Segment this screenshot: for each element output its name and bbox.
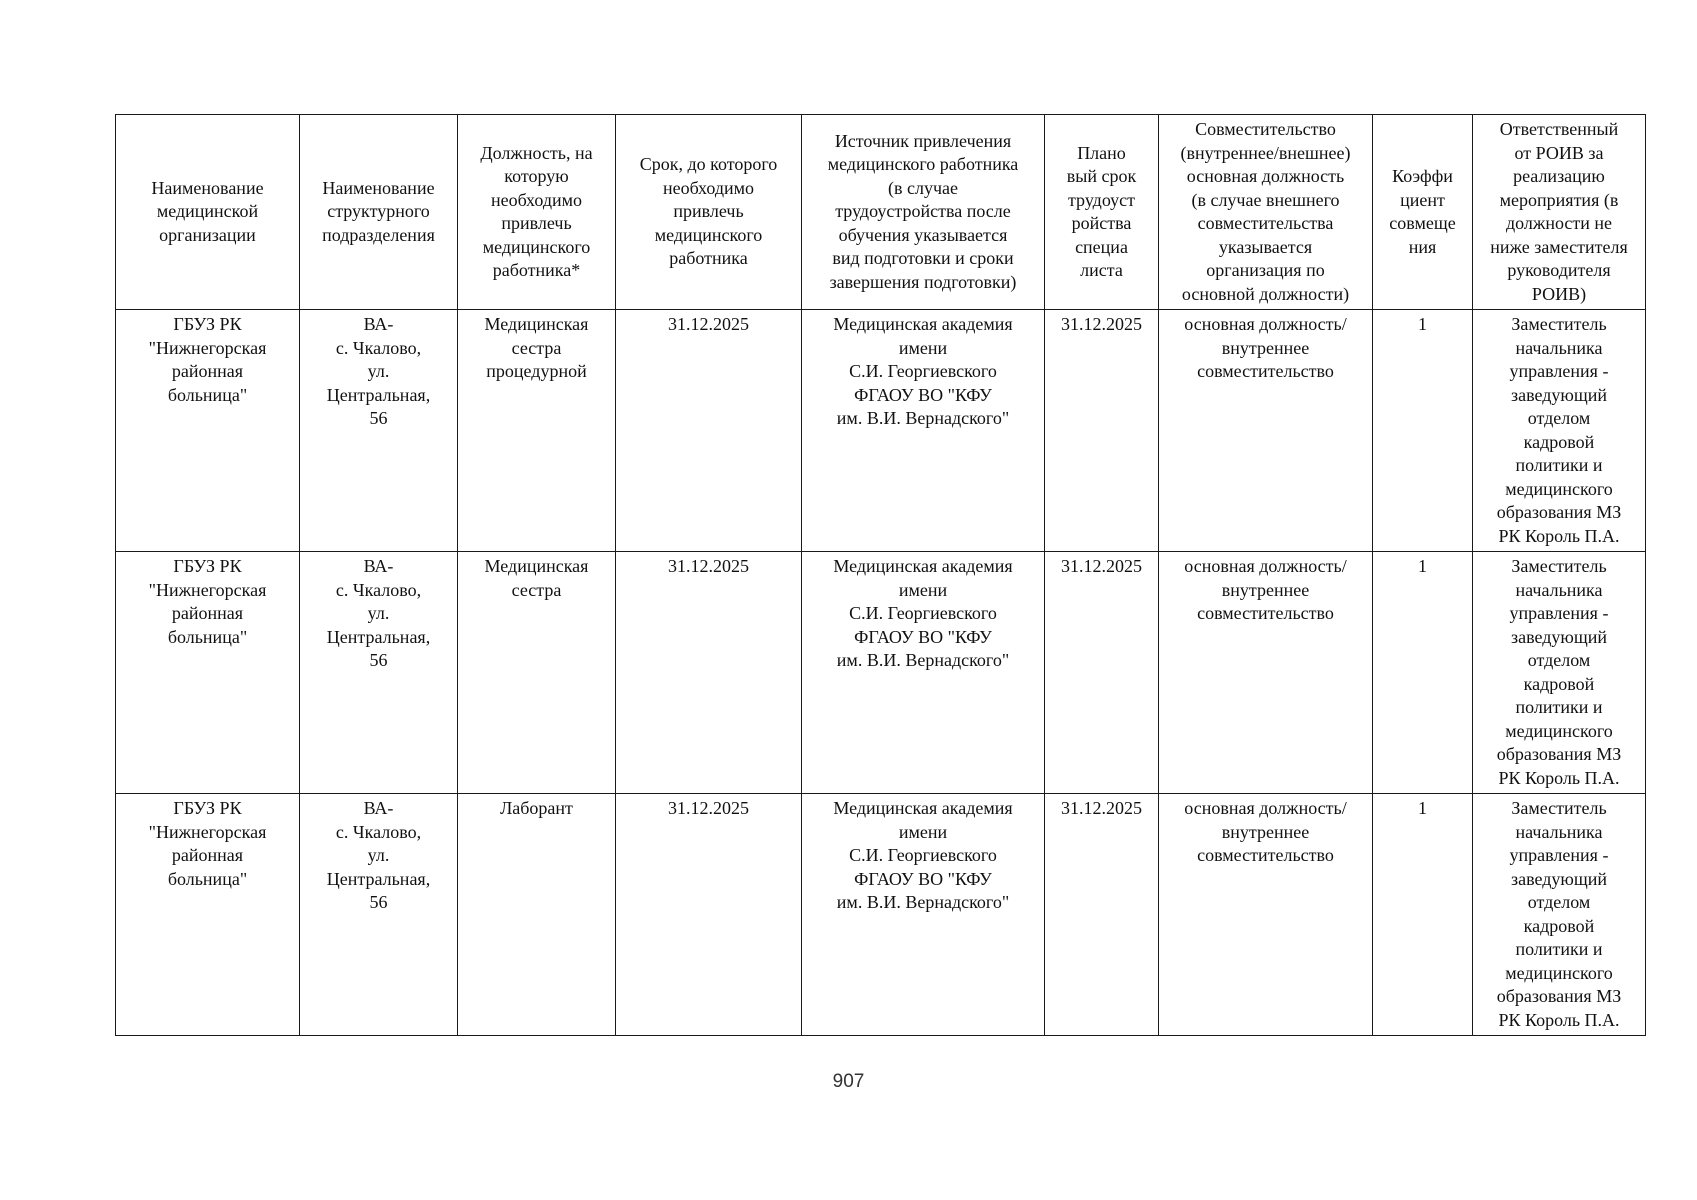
cell-combination: основная должность/ внутреннее совместительство bbox=[1159, 552, 1373, 794]
cell-responsible: Заместитель начальника управления - заведующий отделом кадровой политики и медицинского образования МЗ РК Король П.А. bbox=[1473, 552, 1646, 794]
table-row bbox=[116, 552, 1646, 794]
cell-position: Медицинская сестра процедурной bbox=[458, 310, 616, 552]
cell-planned-date: 31.12.2025 bbox=[1045, 552, 1159, 794]
header-combination: Совместительство (внутреннее/внешнее) основная должность (в случае внешнего совместительства указывается организация по основной должности) bbox=[1159, 115, 1373, 310]
header-position: Должность, на которую необходимо привлечь медицинского работника* bbox=[458, 115, 616, 310]
cell-responsible: Заместитель начальника управления - заведующий отделом кадровой политики и медицинского образования МЗ РК Король П.А. bbox=[1473, 794, 1646, 1036]
cell-organization: ГБУЗ РК "Нижнегорская районная больница" bbox=[116, 552, 300, 794]
cell-coefficient: 1 bbox=[1373, 794, 1473, 1036]
table-row bbox=[116, 310, 1646, 552]
table-row bbox=[116, 794, 1646, 1036]
cell-subdivision: ВА- с. Чкалово, ул. Центральная, 56 bbox=[300, 794, 458, 1036]
document-sheet bbox=[115, 114, 1645, 1036]
cell-combination: основная должность/ внутреннее совместительство bbox=[1159, 310, 1373, 552]
cell-organization: ГБУЗ РК "Нижнегорская районная больница" bbox=[116, 310, 300, 552]
page-number: 907 bbox=[832, 1071, 865, 1092]
header-planned-date: Плано вый срок трудоуст ройства специа листа bbox=[1045, 115, 1159, 310]
header-row bbox=[116, 115, 1646, 310]
header-deadline: Срок, до которого необходимо привлечь медицинского работника bbox=[616, 115, 802, 310]
cell-combination: основная должность/ внутреннее совместительство bbox=[1159, 794, 1373, 1036]
cell-subdivision: ВА- с. Чкалово, ул. Центральная, 56 bbox=[300, 552, 458, 794]
table-body bbox=[116, 310, 1646, 1036]
cell-planned-date: 31.12.2025 bbox=[1045, 310, 1159, 552]
cell-source: Медицинская академия имени С.И. Георгиевского ФГАОУ ВО "КФУ им. В.И. Вернадского" bbox=[802, 794, 1045, 1036]
cell-coefficient: 1 bbox=[1373, 310, 1473, 552]
header-organization: Наименование медицинской организации bbox=[116, 115, 300, 310]
cell-source: Медицинская академия имени С.И. Георгиевского ФГАОУ ВО "КФУ им. В.И. Вернадского" bbox=[802, 310, 1045, 552]
header-subdivision: Наименование структурного подразделения bbox=[300, 115, 458, 310]
header-source: Источник привлечения медицинского работника (в случае трудоустройства после обучения указывается вид подготовки и сроки завершения подготовки) bbox=[802, 115, 1045, 310]
cell-deadline: 31.12.2025 bbox=[616, 310, 802, 552]
table-header bbox=[116, 115, 1646, 310]
header-coefficient: Коэффи циент совмеще ния bbox=[1373, 115, 1473, 310]
cell-coefficient: 1 bbox=[1373, 552, 1473, 794]
header-responsible: Ответственный от РОИВ за реализацию мероприятия (в должности не ниже заместителя руководителя РОИВ) bbox=[1473, 115, 1646, 310]
cell-position: Медицинская сестра bbox=[458, 552, 616, 794]
cell-deadline: 31.12.2025 bbox=[616, 552, 802, 794]
cell-planned-date: 31.12.2025 bbox=[1045, 794, 1159, 1036]
recruitment-plan-table bbox=[115, 114, 1646, 1036]
cell-source: Медицинская академия имени С.И. Георгиевского ФГАОУ ВО "КФУ им. В.И. Вернадского" bbox=[802, 552, 1045, 794]
cell-responsible: Заместитель начальника управления - заведующий отделом кадровой политики и медицинского образования МЗ РК Король П.А. bbox=[1473, 310, 1646, 552]
cell-subdivision: ВА- с. Чкалово, ул. Центральная, 56 bbox=[300, 310, 458, 552]
cell-deadline: 31.12.2025 bbox=[616, 794, 802, 1036]
cell-position: Лаборант bbox=[458, 794, 616, 1036]
cell-organization: ГБУЗ РК "Нижнегорская районная больница" bbox=[116, 794, 300, 1036]
